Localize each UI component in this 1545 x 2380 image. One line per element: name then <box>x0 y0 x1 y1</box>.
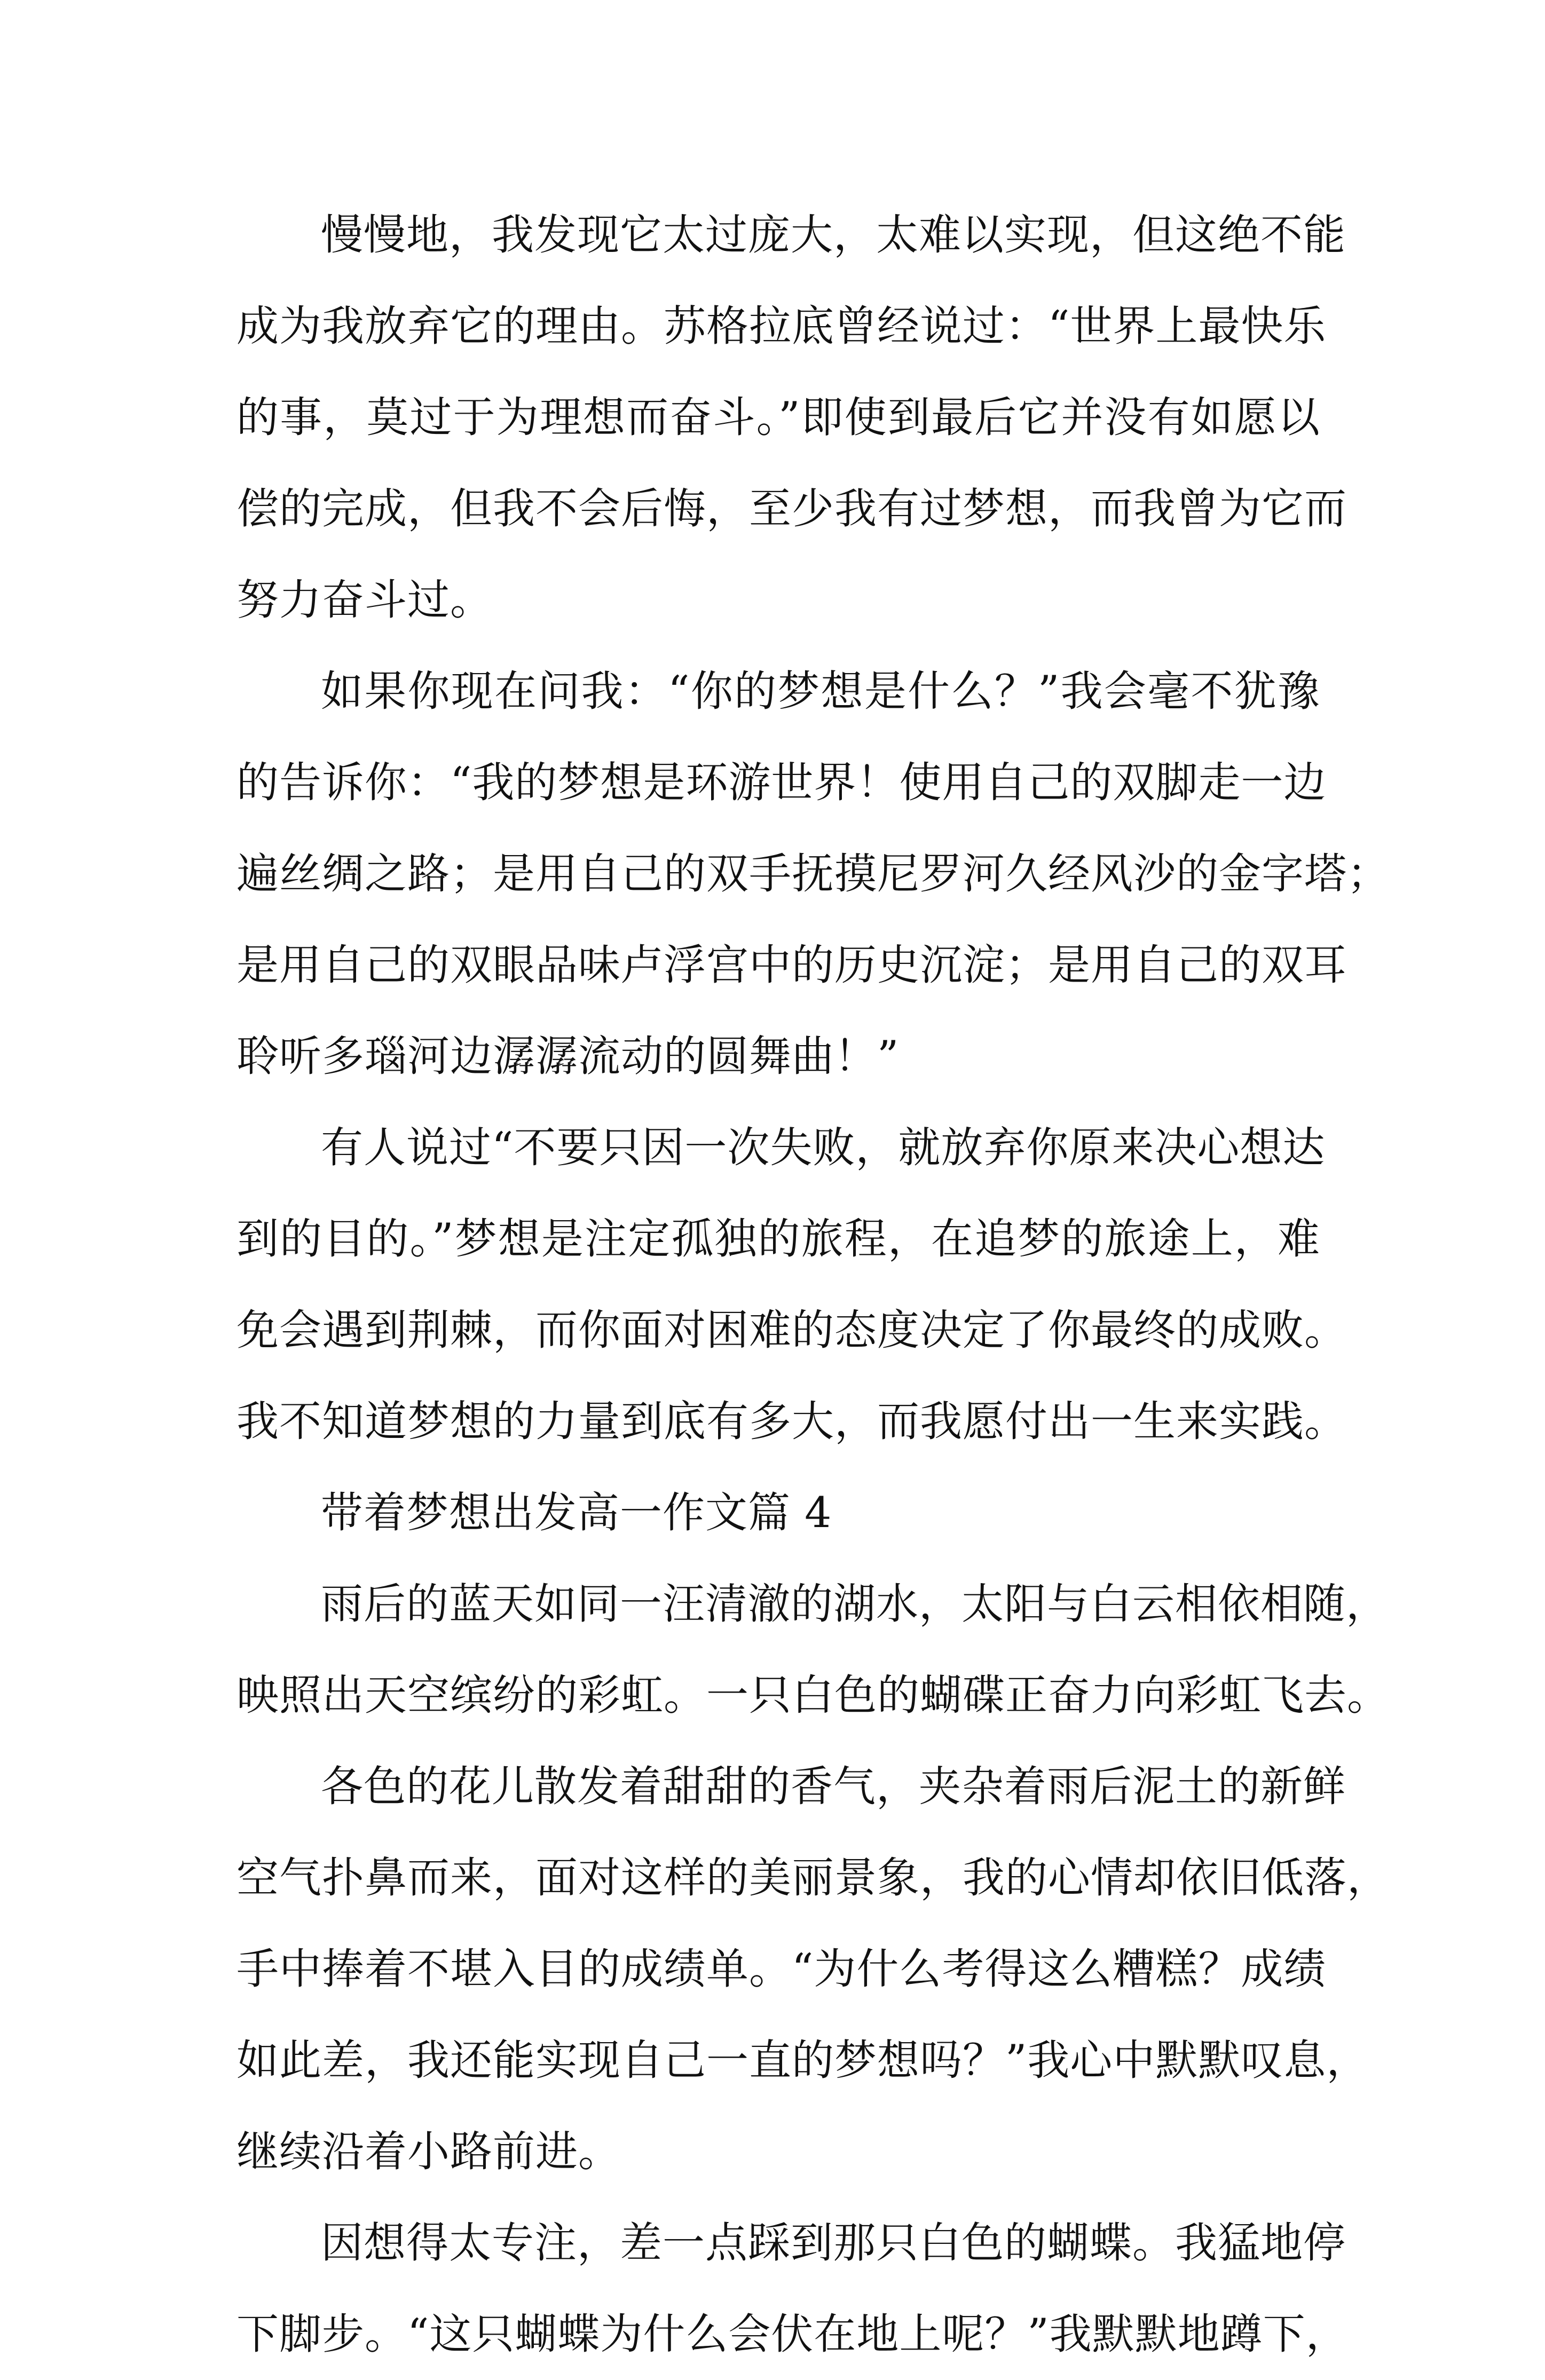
text-line: 因想得太专注，差一点踩到那只白色的蝴蝶。我猛地停 <box>321 2218 1346 2267</box>
paragraph-6 <box>237 1741 1390 2197</box>
text-line: 偿的完成，但我不会后悔，至少我有过梦想，而我曾为它而 <box>237 484 1347 533</box>
text-line: 遍丝绸之路；是用自己的双手抚摸尼罗河久经风沙的金字塔； <box>237 849 1390 898</box>
text-line: 雨后的蓝天如同一汪清澈的湖水，太阳与白云相依相随， <box>321 1579 1389 1628</box>
text-line: 免会遇到荆棘，而你面对困难的态度决定了你最终的成败。 <box>237 1306 1347 1355</box>
text-line: 聆听多瑙河边潺潺流动的圆舞曲！” <box>237 1032 900 1081</box>
text-line: 继续沿着小路前进。 <box>237 2127 621 2176</box>
text-line: 到的目的。”梦想是注定孤独的旅程，在追梦的旅途上，难 <box>237 1214 1320 1263</box>
text-line: 如果你现在问我：“你的梦想是什么？”我会毫不犹豫 <box>321 667 1320 716</box>
paragraph-2 <box>237 646 1390 1102</box>
paragraph-1 <box>237 189 1347 646</box>
paragraph-7 <box>237 2197 1349 2380</box>
paragraph-3 <box>237 1102 1347 1467</box>
text-line: 慢慢地，我发现它太过庞大，太难以实现，但这绝不能 <box>321 210 1346 259</box>
text-line: 空气扑鼻而来，面对这样的美丽景象，我的心情却依旧低落， <box>237 1853 1390 1902</box>
text-line: 如此差，我还能实现自己一直的梦想吗？”我心中默默叹息， <box>237 2036 1369 2085</box>
text-line: 映照出天空缤纷的彩虹。一只白色的蝴碟正奋力向彩虹飞去。 <box>237 1671 1390 1720</box>
text-line: 下脚步。“这只蝴蝶为什么会伏在地上呢？”我默默地蹲下， <box>237 2310 1349 2359</box>
paragraph-5 <box>237 1559 1390 1741</box>
text-line: 我不知道梦想的力量到底有多大，而我愿付出一生来实践。 <box>237 1397 1347 1446</box>
text-line: 有人说过“不要只因一次失败，就放弃你原来决心想达 <box>321 1123 1326 1172</box>
section-title: 带着梦想出发高一作文篇 4 <box>321 1488 832 1537</box>
text-line: 的告诉你：“我的梦想是环游世界！使用自己的双脚走一边 <box>237 758 1327 807</box>
text-line: 是用自己的双眼品味卢浮宫中的历史沉淀；是用自己的双耳 <box>237 940 1347 990</box>
section-heading <box>237 1467 1320 1559</box>
essay-body <box>237 189 1390 2380</box>
text-line: 各色的花儿散发着甜甜的香气，夹杂着雨后泥土的新鲜 <box>321 1762 1346 1811</box>
text-line: 的事，莫过于为理想而奋斗。”即使到最后它并没有如愿以 <box>237 393 1320 442</box>
text-line: 努力奋斗过。 <box>237 575 493 624</box>
text-line: 手中捧着不堪入目的成绩单。“为什么考得这么糟糕？成绩 <box>237 1944 1327 1994</box>
text-line: 成为我放弃它的理由。苏格拉底曾经说过：“世界上最快乐 <box>237 302 1327 351</box>
